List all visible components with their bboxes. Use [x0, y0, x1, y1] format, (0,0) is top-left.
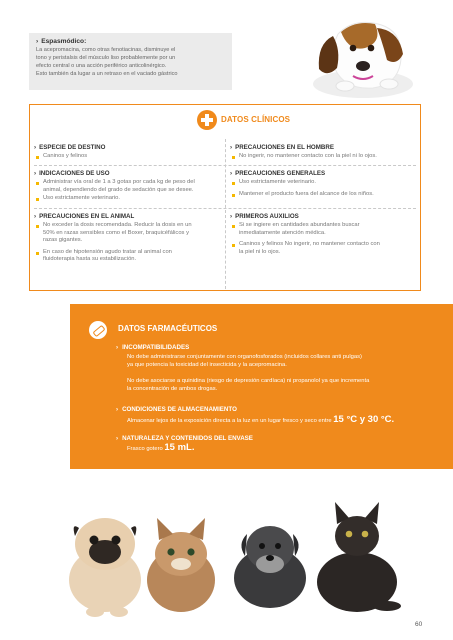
section-animal-precautions [34, 213, 222, 265]
section-target-species [34, 144, 219, 162]
page-number: 60 [415, 621, 423, 628]
chevron-right-icon: › [230, 213, 233, 220]
plus-icon [197, 110, 217, 130]
list-item: En caso de hipotensión agudo tratar al animal con fluidoterapia hasta su estabilización. [34, 249, 222, 264]
storage-text: Almacenar lejos de la exposición directa a la luz en un lugar fresco y seco entre 15 °C y 30 °C. [127, 414, 395, 425]
beagle-puppy-image [283, 14, 423, 99]
row-divider [34, 208, 416, 209]
row-divider [34, 165, 416, 166]
pill-icon [89, 321, 107, 339]
section-heading: › PRECAUCIONES EN EL ANIMAL [34, 213, 135, 220]
chevron-right-icon: › [116, 406, 119, 413]
chevron-right-icon: › [116, 344, 119, 351]
chevron-right-icon: › [34, 170, 37, 177]
section-general-precautions [230, 170, 418, 199]
pack-volume: 15 mL. [164, 442, 195, 453]
intro-box [29, 33, 232, 90]
pack-text: Frasco gotero 15 mL. [127, 442, 195, 453]
pharma-title: DATOS FARMACÉUTICOS [118, 324, 218, 333]
section-human-precautions [230, 144, 418, 162]
clinical-title: DATOS CLÍNICOS [221, 115, 291, 124]
section-heading: › INDICACIONES DE USO [34, 170, 110, 177]
intro-line: La acepromacina, como otras fenotiacinas, disminuye el [36, 47, 176, 53]
list-item: Uso estrictamente veterinario. [34, 195, 222, 203]
chevron-right-icon: › [230, 144, 233, 151]
section-heading: › INCOMPATIBILIDADES [116, 344, 190, 351]
pets-group-image [65, 488, 405, 620]
incompat-paragraph: No debe asociarse a quinidina (riesgo de depresión cardíaca) ni propanolol ya que incrementa la concentración de ambos drogas. [127, 378, 370, 393]
intro-line: tono y peristalsis del músculo liso probablemente por un [36, 55, 176, 62]
clinical-data-box [29, 104, 421, 291]
list-item: Uso estrictamente veterinario. [230, 179, 418, 187]
section-heading: › PRIMEROS AUXILIOS [230, 213, 299, 220]
pharma-data-panel [70, 304, 453, 469]
section-heading: › CONDICIONES DE ALMACENAMIENTO [116, 406, 237, 413]
section-heading: › PRECAUCIONES EN EL HOMBRE [230, 144, 334, 151]
chevron-right-icon: › [116, 435, 119, 442]
chevron-right-icon: › [36, 38, 39, 45]
chevron-right-icon: › [230, 170, 233, 177]
incompat-paragraph: No debe administrarse conjuntamente con organofosforados (incluidos collares anti pulgas) ya que potencia la toxicidad del insecticida y la acepromacina. [127, 354, 362, 369]
section-first-aid [230, 213, 418, 257]
list-item: No ingerir, no mantener contacto con la piel ni lo ojos. [230, 153, 418, 161]
storage-temperature: 15 °C y 30 °C. [333, 414, 395, 425]
list-item: No exceder la dosis recomendada. Reducir la dosis en un 50% en razas sensibles como el Boxer, braquicéfálicos y razas gigantes. [34, 222, 222, 245]
list-item: Administrar vía oral de 1 a 3 gotas por cada kg de peso del animal, dependiendo del grado de sedación que se desee. [34, 179, 222, 194]
column-divider [225, 139, 226, 289]
section-heading: › NATURALEZA Y CONTENIDOS DEL ENVASE [116, 435, 253, 442]
section-heading: › ESPECIE DE DESTINO [34, 144, 106, 151]
list-item: Mantener el producto fuera del alcance de los niños. [230, 191, 418, 199]
section-indications [34, 170, 222, 204]
section-heading: › PRECAUCIONES GENERALES [230, 170, 326, 177]
chevron-right-icon: › [34, 144, 37, 151]
list-item: Caninos y felinos [34, 153, 219, 161]
list-item: Caninos y felinos No ingerir, no mantener contacto con la piel ni lo ojos. [230, 241, 418, 256]
intro-line: Esto también da lugar a un retraso en el vaciado gástrico [36, 71, 178, 78]
chevron-right-icon: › [34, 213, 37, 220]
list-item: Si se ingiere en cantidades abundantes buscar inmediatamente atención médica. [230, 222, 418, 237]
intro-heading: › Espasmódico: [36, 38, 87, 45]
intro-line: efecto central o una acción periférico anticolinérgico. [36, 63, 167, 70]
